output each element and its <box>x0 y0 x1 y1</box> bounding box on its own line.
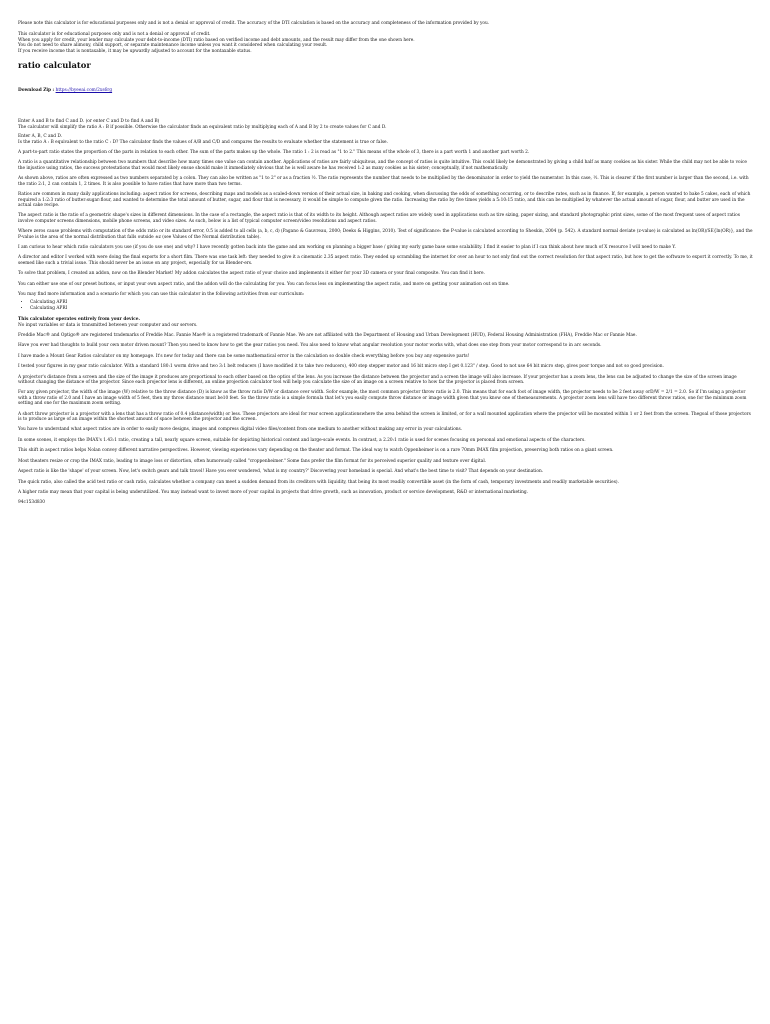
body-paragraph: I tested your figures in my gear ratio calculator. With a standard 180:1 worm drive and two 3:1 belt reducers (I have modified it to take two reducers), 400 step stepper motor and 16 bit micro step I get 0.123" / step. Good to not use 64 bit micro step, gives poor torque and not so good precision. <box>18 364 664 370</box>
disclaimer-line: This calculator is for educational purposes only and is not a denial or approval of credit. <box>18 32 211 38</box>
download-row <box>18 88 754 93</box>
body-paragraph: A short throw projector is a projector with a lens that has a throw ratio of 0.4 (distance/width) or less. These projectors are ideal for rear screen applicationswhere the area behind the screen is limited, or for a wall mounted application where the projector will be mounted within 1 or 2 feet from the screen. Thegoal of those projectors is to produce as large of an image within the shortest amount of space between the projector and the screen. <box>18 411 751 423</box>
disclaimer-line: Please note this calculator is for educational purposes only and is not a denial or approval of credit. The accuracy of the DTI calculation is based on the accuracy and completeness of the information provided by you. <box>18 21 490 26</box>
body-paragraph: Freddie Mac® and Optigo® are registered trademarks of Freddie Mac. Fannie Mae® is a registered trademark of Fannie Mae. We are not affiliated with the Department of Housing and Urban Development (HUD), Federal Housing Administration (FHA), Freddie Mac or Fannie Mae. <box>18 333 637 338</box>
body-paragraph: I have made a Mount Gear Ratios calculator on my homepage. It's new for today and there can be some mathematical error in the calculation so double check everything before you buy any expensive parts! <box>18 353 470 359</box>
body-paragraph: Where zeros cause problems with computation of the odds ratio or its standard error, 0.5 is added to all cells (a, b, c, d) (Pagano & Gauvreau, 2000; Deeks & Higgins, 2010). Test of significance: the P-value is calculated according to Sheskin, 2004 (p. 542). A standard normal deviate (z-value) is calculated as ln(OR)/SE{ln(OR)}, and the P-value is the area of the normal distribution that falls outside ±z (see Values of the Normal distribution table). <box>18 229 753 240</box>
footer-code: 94c153d830 <box>18 500 46 506</box>
body-paragraph: You have to understand what aspect ratios are in order to easily move designs, images and compress digital video files/content from one medium to another without making any error in your calculations. <box>18 427 463 433</box>
body-paragraph: You may find more information and a scenario for which you can use this calculator in the following activities from our curriculum: <box>18 291 305 297</box>
body-paragraph: This shift in aspect ratios helps Nolan convey different narrative perspectives. However, viewing experiences vary depending on the theater and format. The ideal way to watch Oppenheimer is on a rare 70mm IMAX film projection, preserving both ratios on a giant screen. <box>18 448 614 454</box>
body-paragraph: To solve that problem, I created an addon, now on the Blender Market! My addon calculates the aspect ratio of your choice and implements it either for your 3D camera or your final composite. You can find it here. <box>18 271 485 277</box>
download-link[interactable]: https://byeeai.com/2xs6rg <box>55 88 113 94</box>
body-paragraph: I am curious to hear which ratio calculators you use (if you do use one) and why? I have recently gotten back into the game and am working on planning a bigger base / giving my early game base some scalability. I find it easier to plan if I can think about how much of X resource I will need to make Y. <box>18 244 676 250</box>
body-paragraph: Aspect ratio is like the 'shape' of your screen. Now, let's switch gears and talk travel! Have you ever wondered, 'what is my country?' Discovering your homeland is special. And what's the best time to visit? That depends on your destination. <box>18 469 544 475</box>
find-ratio-instructions <box>18 119 754 130</box>
list-item: • Calculating APRI <box>30 306 754 311</box>
body-paragraph: A projector's distance from a screen and the size of the image it produces are proportional to each other based on the optics of the lens. As you increase the distance between the projector and a screen the image will also increase. If your projector has a zoom lens, the lens can be adjusted to change the size of the screen image without changing the distance of the projector. Since each projector lens is different, an online projection calculator tool will help you calculate the size of an image on a screen relative to how far the projector is placed from screen. <box>18 374 737 386</box>
page-title: ratio calculator <box>18 60 91 71</box>
body-paragraph: Most theaters resize or crop the IMAX ratio, leading to image loss or distortion, often humorously called "croppenheimer." Some fans prefer the film format for its perceived superior quality and texture over digital. <box>18 458 487 464</box>
body-paragraph: A ratio is a quantitative relationship between two numbers that describe how many times one value can contain another. Applications of ratios are fairly ubiquitous, and the concept of ratios is quite intuitive. This could likely be demonstrated by giving a child half as many cookies as his sister. While the child may not be able to voice the injustice using ratios, the success protestations that would most likely ensue should make it immediately obvious that he is well aware he has received 1:2 as many cookies as his sister; conceptually, if not mathematically. <box>18 160 747 171</box>
body-paragraph: As shown above, ratios are often expressed as two numbers separated by a colon. They can also be written as "1 to 2" or as a fraction ½. The ratio represents the number that needs to be multiplied by the denominator in order to yield the numerator. In this case, ½. This is clearer if the first number is larger than the second, i.e. with the ratio 2:1, 2 can contain 1, 2 times. It is also possible to have ratios that have more than two terms. <box>18 176 749 187</box>
disclaimer-notice <box>18 21 754 54</box>
local-text: No input variables or data is transmitted between your computer and our servers. <box>18 322 198 328</box>
instruction-line: Is the ratio A : B equivalent to the ratio C : D? The calculator finds the values of A/B and C/D and compares the results to evaluate whether the statement is true or false. <box>18 139 388 145</box>
body-paragraph: Have you ever had thoughts to build your own motor driven mount? Then you need to know how to get the gear ratios you need. You also need to know what angular resolution your motor works with, what does one step from your motor correspond to in arc seconds. <box>18 343 602 349</box>
body-paragraph: You can either use one of our preset buttons, or input your own aspect ratio, and the addon will do the calculating for you. You can focus less on implementing the aspect ratio, and more on getting your animation out on time. <box>18 281 510 287</box>
instruction-line: The calculator will simplify the ratio A : B if possible. Otherwise the calculator finds an equivalent ratio by multiplying each of A and B by 2 to create values for C and D. <box>18 124 387 130</box>
local-heading: This calculator operates entirely from your device. <box>18 317 141 323</box>
download-separator: : <box>52 88 55 94</box>
compare-ratio-instructions <box>18 134 754 145</box>
body-paragraph: A part-to-part ratio states the proportion of the parts in relation to each other. The sum of the parts makes up the whole. The ratio 1 : 2 is read as "1 to 2." This means of the whole of 3, there is a part worth 1 and another part worth 2. <box>18 150 530 156</box>
body-paragraph: Ratios are common in many daily applications including: aspect ratios for screens, describing maps and models as a scaled-down version of their actual size, in baking and cooking, when discussing the odds of something occurring, or to describe rates, such as in finance. If, for example, a person wanted to bake 5 cakes, each of which required a 1:2:3 ratio of butter:sugar:flour, and wanted to determine the total amount of butter, sugar, and flour that is necessary, it would be simple to compute given the ratio. Increasing the ratio by five times yields a 5:10:15 ratio, and this can be multiplied by whatever the actual amount of sugar, flour, and butter are used in the actual cake recipe. <box>18 192 751 208</box>
instruction-line: Enter A, B, C and D. <box>18 134 63 140</box>
list-item: • Calculating APRI <box>30 300 754 305</box>
body-paragraph: The quick ratio, also called the acid test ratio or cash ratio, calculates whether a company can meet a sudden demand from its creditors with liquidity, that being its most readily convertible asset (in the form of cash, temporary investments and readily marketable securities). <box>18 479 619 485</box>
body-paragraph: The aspect ratio is the ratio of a geometric shape's sizes in different dimensions. In the case of a rectangle, the aspect ratio is that of its width to its height. Although aspect ratios are widely used in applications such as tire sizing, paper sizing, and standard photographic print sizes, some of the most frequent uses of aspect ratios involve computer screens dimensions, mobile phone screens, and video sizes. As such, below is a list of typical computer screen/video resolutions and aspect ratios. <box>18 213 740 224</box>
body-paragraph: A director and editor I worked with were doing the final exports for a short film. There was one task left: they needed to give it a cinematic 2.35 aspect ratio. They ended up scrambling the internet for over an hour to not only find out the correct resolution for that aspect ratio, but how to get the software to export it correctly. To me, it seemed like such a trivial issue. This should never be an issue on any project, especially for us Blender-ers. <box>18 255 753 266</box>
instruction-line: Enter A and B to find C and D. (or enter C and D to find A and B) <box>18 119 160 125</box>
disclaimer-line: When you apply for credit, your lender may calculate your debt-to-income (DTI) ratio based on verified income and debt amounts, and the result may differ from the one shown here. <box>18 37 415 43</box>
body-paragraph: For any given projector, the width of the image (W) relative to the throw distance (D) is know as the throw ratio D/W or distance over width. Sofor example, the most common projector throw ratio is 2.0. This means that for each foot of image width, the projector needs to be 2 feet away orD/W = 2/1 = 2.0. So if I'm using a projector with a throw ratio of 2.0 and I have an image width of 5 feet, then my throw distance must be10 feet. So the throw ratio is a simple formula that let's you easily compute throw distance or image width given that you know one of themeasurements. A projector zoom lens will have two different throw ratios, one for the minimum zoom setting and one for the maximum zoom setting. <box>18 390 747 407</box>
body-paragraph: In some scenes, it employs the IMAX's 1.43:1 ratio, creating a tall, nearly square screen, suitable for depicting historical content and large-scale events. In contrast, a 2.20:1 ratio is used for scenes focusing on personal and emotional aspects of the characters. <box>18 437 586 443</box>
document-page <box>18 0 754 506</box>
local-processing-note <box>18 317 754 328</box>
disclaimer-line: You do not need to share alimony, child support, or separate maintenance income unless you want it considered when calculating your result. <box>18 43 328 49</box>
body-paragraph: A higher ratio may mean that your capital is being underutilized. You may instead want to invest more of your capital in projects that drive growth, such as innovation, product or service development, R&D or international marketing. <box>18 489 529 495</box>
disclaimer-line: If you receive income that is nontaxable, it may be upwardly adjusted to account for the nontaxable status. <box>18 48 252 54</box>
download-label: Download Zip <box>18 88 51 94</box>
curriculum-list <box>18 300 754 311</box>
